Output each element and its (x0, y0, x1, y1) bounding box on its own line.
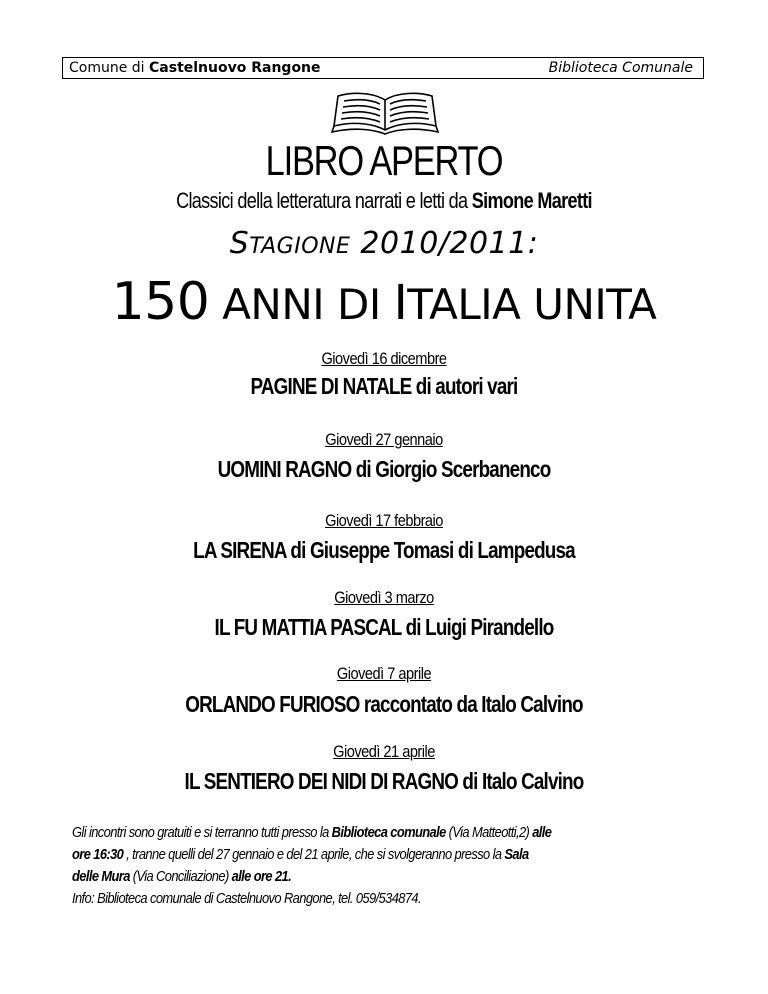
season-word: TAGIONE (249, 234, 351, 259)
info-address: (Via Matteotti,2) (445, 824, 533, 841)
info-venue: delle Mura (72, 868, 130, 885)
info-contact: Info: Biblioteca comunale di Castelnuovo Rangone, tel. 059/534874. (72, 890, 421, 907)
main-headline (0, 272, 768, 332)
event-title: IL SENTIERO DEI NIDI DI RAGNO di Italo Calvino (184, 768, 584, 794)
event-title: UOMINI RAGNO di Giorgio Scerbanenco (217, 456, 551, 482)
reader-name: Simone Maretti (471, 188, 592, 213)
info-line (72, 866, 657, 888)
open-book-icon (330, 90, 440, 136)
event-date: Giovedì 21 aprile (333, 742, 435, 761)
headline-initial: I (393, 275, 408, 331)
info-text: , tranne quelli del 27 gennaio e del 21 aprile, che si svolgeranno presso la (123, 846, 505, 863)
info-venue: Biblioteca comunale (331, 824, 446, 841)
headline-number: 150 (111, 272, 210, 332)
municipality-prefix: Comune di (69, 60, 150, 76)
info-time-prefix: alle (532, 824, 552, 841)
page-title: LIBRO APERTO (265, 137, 503, 184)
season-initial: S (229, 226, 250, 261)
event-date: Giovedì 7 aprile (336, 664, 432, 683)
season-years: 2010/2011: (350, 226, 539, 261)
event-date: Giovedì 27 gennaio (325, 430, 443, 449)
subtitle (69, 186, 699, 216)
info-line (72, 844, 657, 866)
info-paragraph (72, 822, 752, 910)
headline-part2: TALIA UNITA (407, 280, 657, 329)
library-label: Biblioteca Comunale (548, 60, 693, 76)
event-title: IL FU MATTIA PASCAL di Luigi Pirandello (214, 614, 554, 640)
event-title: LA SIRENA di Giuseppe Tomasi di Lampedusa (193, 537, 575, 563)
info-address: (Via Conciliazione) (129, 868, 232, 885)
headline-part1: ANNI DI (209, 280, 394, 329)
info-text: Gli incontri sono gratuiti e si terranno tutti presso la (72, 824, 332, 841)
header-box (62, 57, 704, 79)
event-date: Giovedì 16 dicembre (321, 349, 447, 368)
event-title: PAGINE DI NATALE di autori vari (250, 373, 518, 399)
event-date: Giovedì 17 febbraio (325, 511, 443, 530)
season-heading (0, 226, 768, 265)
subtitle-text: Classici della letteratura narrati e letti da (176, 188, 472, 213)
info-time: ore 16:30 (72, 846, 124, 863)
info-venue: Sala (504, 846, 529, 863)
info-time: alle ore 21. (231, 868, 292, 885)
event-date: Giovedì 3 marzo (334, 588, 434, 607)
municipality-label (69, 58, 321, 78)
municipality-name: Castelnuovo Rangone (149, 60, 321, 76)
event-title: ORLANDO FURIOSO raccontato da Italo Calvino (185, 691, 583, 717)
info-line (72, 822, 657, 844)
